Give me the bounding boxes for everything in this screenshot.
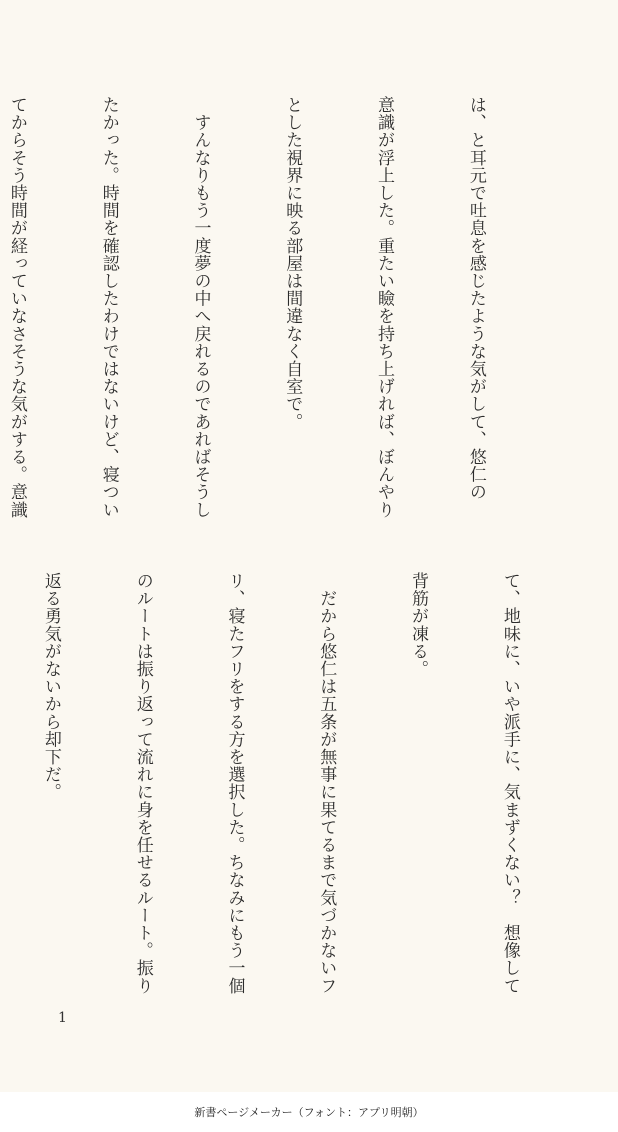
page-number: 1 [58,1010,67,1026]
text-line: は、と耳元で吐息を感じたような気がして、悠仁の [465,96,486,501]
text-line: てからそう時間が経っていなさそうな気がする。意識 [6,96,27,519]
text-line: だから悠仁は五条が無事に果てるまで気づかないフ [316,572,337,995]
text-block-top [0,96,552,526]
text-line: 背筋が凍る。 [408,572,429,678]
text-line: とした視界に映る部屋は間違なく自室で。 [282,96,303,431]
text-block-bottom [0,572,586,1002]
text-line: すんなりもう一度夢の中へ戻れるのであればそうし [190,96,211,519]
text-line: たかった。時間を確認したわけではないけど、寝つい [98,96,119,519]
text-line: て、地味に、いや派手に、気まずくない？ 想像して [499,572,520,995]
text-line: 返る勇気がないから却下だ。 [40,572,61,801]
text-line: のルートは振り返って流れに身を任せるルート。振り [132,572,153,995]
text-line: リ、寝たフリをする方を選択した。ちなみにもう一個 [224,572,245,995]
text-line: 意識が浮上した。重たい瞼を持ち上げれば、ぼんやり [374,96,395,519]
footer-credit: 新書ページメーカー（フォント：アプリ明朝） [194,1106,424,1119]
